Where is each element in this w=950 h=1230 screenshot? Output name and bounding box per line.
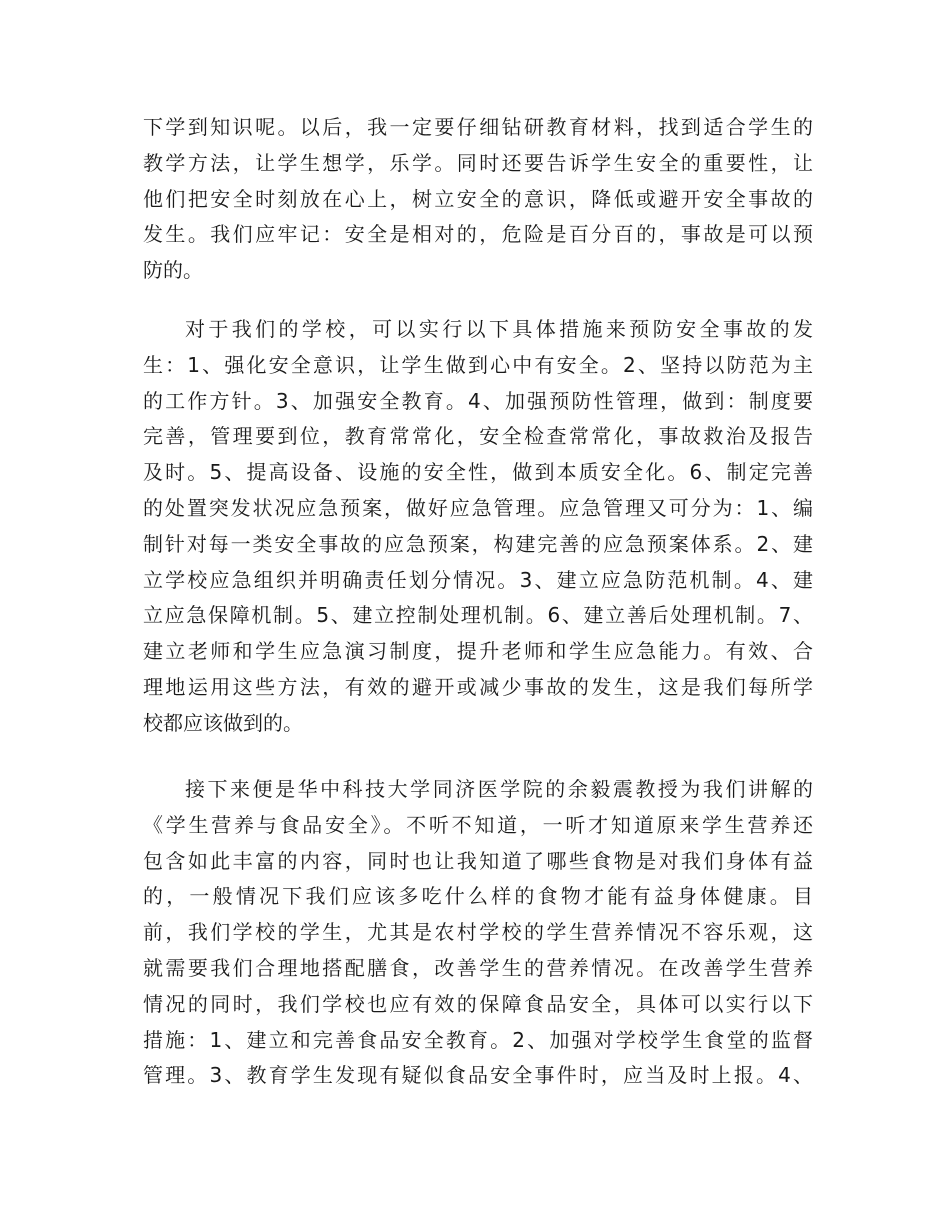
text-line: 理地运用这些方法，有效的避开或减少事故的发生，这是我们每所学 <box>143 674 813 699</box>
text-line: 《学生营养与食品安全》。不听不知道，一听才知道原来学生营养还 <box>143 812 813 837</box>
text-line: 防的。 <box>143 258 203 283</box>
text-line: 校都应该做到的。 <box>143 710 303 735</box>
text-line: 情况的同时，我们学校也应有效的保障食品安全，具体可以实行以下 <box>143 991 813 1016</box>
text-line: 包含如此丰富的内容，同时也让我知道了哪些食物是对我们身体有益 <box>143 848 813 873</box>
text-line: 立学校应急组织并明确责任划分情况。3、建立应急防范机制。4、建 <box>143 567 813 592</box>
text-line: 就需要我们合理地搭配膳食，改善学生的营养情况。在改善学生营养 <box>143 955 813 980</box>
text-line: 的，一般情况下我们应该多吃什么样的食物才能有益身体健康。目 <box>143 884 813 909</box>
text-line: 他们把安全时刻放在心上，树立安全的意识，降低或避开安全事故的 <box>143 186 813 211</box>
text-line: 立应急保障机制。5、建立控制处理机制。6、建立善后处理机制。7、 <box>143 603 813 628</box>
text-line: 发生。我们应牢记：安全是相对的，危险是百分百的，事故是可以预 <box>143 222 813 247</box>
text-line: 及时。5、提高设备、设施的安全性，做到本质安全化。6、制定完善 <box>143 460 813 485</box>
text-line: 完善，管理要到位，教育常常化，安全检查常常化，事故救治及报告 <box>143 424 813 449</box>
paragraph-nutrition-food-safety <box>143 772 813 1094</box>
text-line: 教学方法，让学生想学，乐学。同时还要告诉学生安全的重要性，让 <box>143 150 813 175</box>
text-line: 接下来便是华中科技大学同济医学院的余毅震教授为我们讲解的 <box>185 777 813 801</box>
text-line: 的处置突发状况应急预案，做好应急管理。应急管理又可分为：1、编 <box>143 495 813 520</box>
paragraph-safety-measures <box>143 312 813 742</box>
text-line: 的工作方针。3、加强安全教育。4、加强预防性管理，做到：制度要 <box>143 388 813 413</box>
text-line: 建立老师和学生应急演习制度，提升老师和学生应急能力。有效、合 <box>143 639 813 664</box>
text-line: 措施：1、建立和完善食品安全教育。2、加强对学校学生食堂的监督 <box>143 1027 813 1052</box>
text-line: 下学到知识呢。以后，我一定要仔细钻研教育材料，找到适合学生的 <box>143 115 813 139</box>
text-line: 对于我们的学校，可以实行以下具体措施来预防安全事故的发 <box>185 317 813 341</box>
text-line: 前，我们学校的学生，尤其是农村学校的学生营养情况不容乐观，这 <box>143 920 813 945</box>
text-line: 管理。3、教育学生发现有疑似食品安全事件时，应当及时上报。4、 <box>143 1063 813 1088</box>
paragraph-teaching-reflection <box>143 110 813 289</box>
text-line: 生：1、强化安全意识，让学生做到心中有安全。2、坚持以防范为主 <box>143 352 813 377</box>
text-line: 制针对每一类安全事故的应急预案，构建完善的应急预案体系。2、建 <box>143 531 813 556</box>
